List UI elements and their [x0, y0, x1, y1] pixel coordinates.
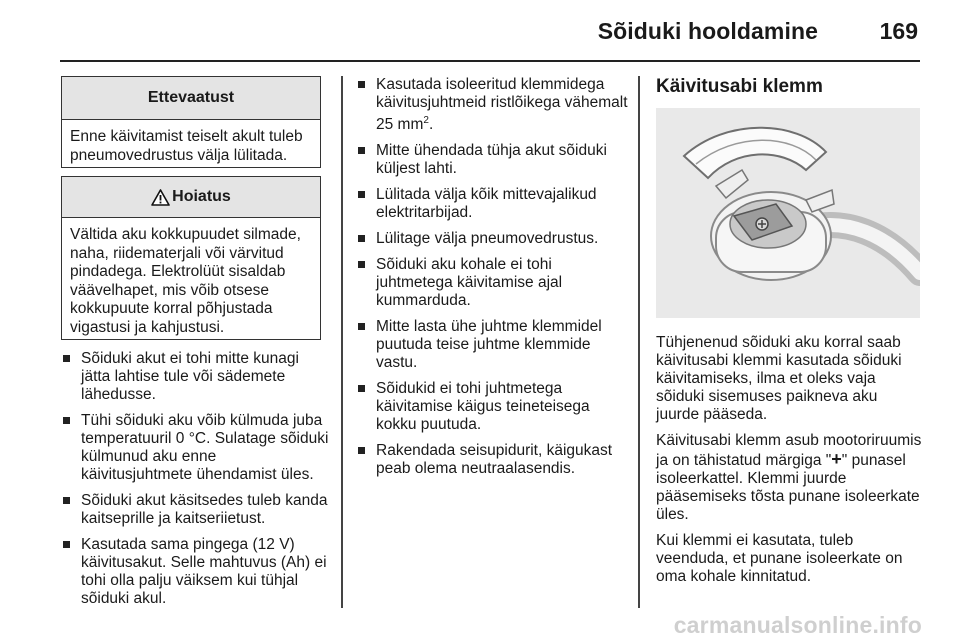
warning-triangle-icon [151, 189, 170, 206]
caution-box-text: Enne käivitamist teiselt akult tuleb pneumovedrustus välja lülitada. [70, 128, 303, 164]
bullet-square-icon [358, 261, 365, 268]
page-header-title: Sõiduki hooldamine [597, 18, 818, 44]
jump-start-terminal-photo [656, 108, 920, 318]
list-item: Kasutada isoleeritud klemmidega käivitusjuhtmeid ristlõikega vähemalt 25 $mm^2$. [356, 76, 630, 134]
plus-icon: + [831, 449, 842, 469]
list-item: Lülitada välja kõik mittevajalikud elektritarbijad. [356, 186, 630, 222]
column-divider-left [341, 76, 343, 608]
warning-box-text: Vältida aku kokkupuudet silmade, naha, riidematerjali või värvitud pindadega. Elektrolüüt sisaldab väävelhapet, mis võib otsese kokkupuute korral põhjustada vigastusi ja kahjustusi. [70, 226, 301, 336]
list-item: Tühi sõiduki aku võib külmuda juba temperatuuril 0 °C. Sulatage sõiduki külmunud aku enne käivitusjuhtmete ühendamist üles. [61, 412, 329, 484]
paragraph: Tühjenenud sõiduki aku korral saab käivitusabi klemmi kasutada sõiduki käivitamiseks, ilma et oleks vaja sõiduki sisemuses paikneva aku juurde pääseda. [656, 334, 902, 423]
watermark: carmanualsonline.info [673, 612, 922, 638]
list-item: Sõidukid ei tohi juhtmetega käivitamise käigus teineteisega kokku puutuda. [356, 380, 630, 434]
section-title: Käivitusabi klemm [656, 76, 823, 97]
bullet-square-icon [63, 541, 70, 548]
bullet-square-icon [63, 417, 70, 424]
list-item: Sõiduki akut ei tohi mitte kunagi jätta lahtise tule või sädemete lähedusse. [61, 350, 329, 404]
caution-box-title: Ettevaatust [62, 77, 320, 120]
bullet-square-icon [358, 323, 365, 330]
bullet-square-icon [358, 447, 365, 454]
header-divider [60, 60, 920, 62]
list-item: Lülitage välja pneumovedrustus. [356, 230, 630, 248]
page-number: 169 [879, 18, 918, 44]
list-item: Kasutada sama pingega (12 V) käivitusakut. Selle mahtuvus (Ah) ei tohi olla palju väiksem kui tühjal sõiduki akul. [61, 536, 329, 608]
list-item: Sõiduki aku kohale ei tohi juhtmetega käivitamise ajal kummarduda. [356, 256, 630, 310]
list-item: Mitte ühendada tühja akut sõiduki küljest lahti. [356, 142, 630, 178]
column-divider-right [638, 76, 640, 608]
bullet-square-icon [358, 385, 365, 392]
warning-box [61, 176, 321, 340]
middle-bullet-list [356, 76, 630, 486]
caution-box [61, 76, 321, 168]
bullet-square-icon [63, 497, 70, 504]
bullet-square-icon [358, 235, 365, 242]
bullet-square-icon [358, 147, 365, 154]
left-bullet-list [61, 350, 329, 616]
list-item: Rakendada seisupidurit, käigukast peab olema neutraalasendis. [356, 442, 630, 478]
bullet-square-icon [358, 81, 365, 88]
bullet-square-icon [63, 355, 70, 362]
bullet-square-icon [358, 191, 365, 198]
list-item: Mitte lasta ühe juhtme klemmidel puutuda teise juhtme klemmide vastu. [356, 318, 630, 372]
right-section-text [656, 334, 924, 594]
list-item: Sõiduki akut käsitsedes tuleb kanda kaitseprille ja kaitseriietust. [61, 492, 329, 528]
paragraph: Kui klemmi ei kasutata, tuleb veenduda, et punane isoleerkate on oma kohale kinnitatud. [656, 532, 903, 585]
warning-box-header [62, 177, 320, 218]
warning-box-title: Hoiatus [172, 188, 231, 205]
paragraph: Käivitusabi klemm asub mootoriruumis ja on tähistatud märgiga "+" punasel isoleerkattel. Klemmi juurde pääsemiseks tõsta punane isoleerkate üles. [656, 432, 922, 523]
